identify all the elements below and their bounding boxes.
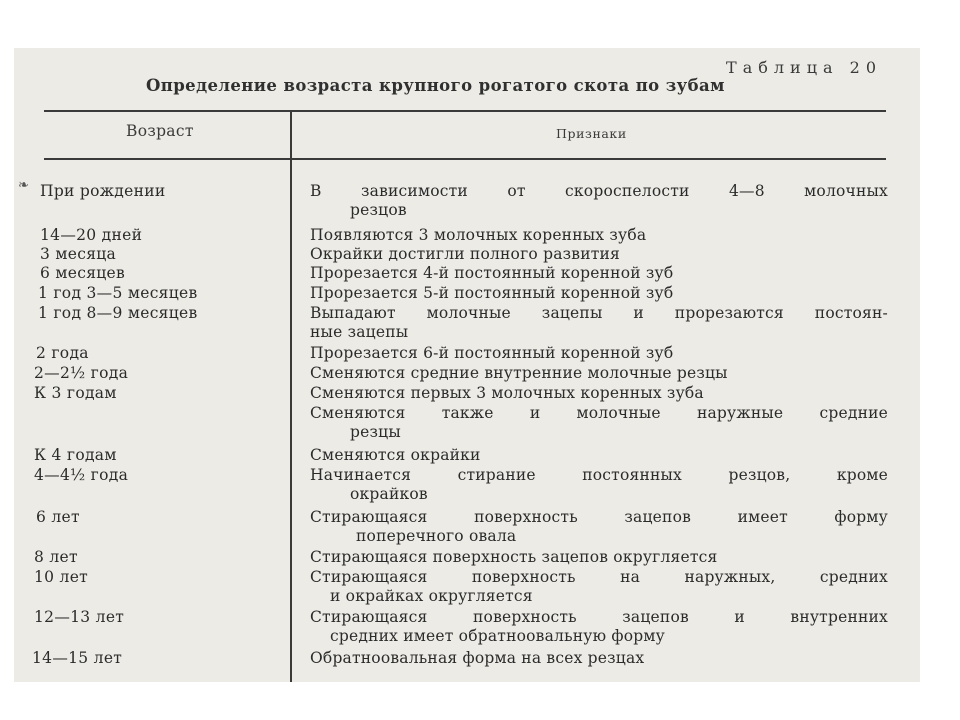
row-age: 6 лет bbox=[36, 508, 80, 526]
sign-line: резцов bbox=[350, 201, 407, 219]
row-sign bbox=[310, 568, 888, 606]
sign-line: Появляются 3 молочных коренных зуба bbox=[310, 226, 647, 244]
row-sign bbox=[310, 446, 888, 465]
row-age: 10 лет bbox=[34, 568, 89, 586]
sign-line: Сменяются также и молочные наружные средние bbox=[310, 404, 888, 422]
margin-mark-icon: ❧ bbox=[18, 178, 29, 193]
sign-line: Прорезается 6-й постоянный коренной зуб bbox=[310, 344, 674, 362]
row-age: При рождении bbox=[40, 182, 166, 200]
sign-line: окрайков bbox=[350, 485, 428, 503]
sign-line: Стирающаяся поверхность зацепов имеет форму bbox=[310, 508, 888, 526]
sign-line: поперечного овала bbox=[356, 527, 517, 545]
row-age: 3 месяца bbox=[40, 245, 117, 263]
sign-line: Сменяются первых 3 молочных коренных зуба bbox=[310, 384, 704, 402]
sign-line: В зависимости от скороспелости 4—8 молочных bbox=[310, 182, 888, 200]
sign-line: Стирающаяся поверхность зацепов округляется bbox=[310, 548, 718, 566]
table-body bbox=[14, 48, 920, 682]
row-age: 2 года bbox=[36, 344, 89, 362]
sign-line: Сменяются окрайки bbox=[310, 446, 481, 464]
row-sign bbox=[310, 284, 888, 303]
row-sign bbox=[310, 508, 888, 546]
row-age: К 4 годам bbox=[34, 446, 117, 464]
row-age: 4—4½ года bbox=[34, 466, 129, 484]
row-sign bbox=[310, 245, 888, 264]
row-age: 1 год 8—9 месяцев bbox=[38, 304, 198, 322]
row-sign bbox=[310, 466, 888, 504]
sign-line: Обратноовальная форма на всех резцах bbox=[310, 649, 645, 667]
table-caption: Определение возраста крупного рогатого скота по зубам bbox=[146, 76, 725, 95]
sign-line: средних имеет обратноовальную форму bbox=[330, 627, 665, 645]
row-sign bbox=[310, 344, 888, 363]
column-header-signs: Признаки bbox=[556, 126, 627, 141]
row-age: 12—13 лет bbox=[34, 608, 125, 626]
row-age: 1 год 3—5 месяцев bbox=[38, 284, 198, 302]
row-sign bbox=[310, 404, 888, 442]
sign-line: Сменяются средние внутренние молочные резцы bbox=[310, 364, 728, 382]
row-age: 14—20 дней bbox=[40, 226, 143, 244]
scanned-page bbox=[14, 48, 920, 682]
row-sign bbox=[310, 548, 888, 567]
row-age: 6 месяцев bbox=[40, 264, 126, 282]
row-sign bbox=[310, 649, 888, 668]
column-header-age: Возраст bbox=[126, 122, 194, 140]
row-age: К 3 годам bbox=[34, 384, 117, 402]
row-sign bbox=[310, 304, 888, 342]
row-sign bbox=[310, 264, 888, 283]
sign-line: Окрайки достигли полного развития bbox=[310, 245, 621, 263]
row-age: 2—2½ года bbox=[34, 364, 129, 382]
sign-line: Стирающаяся поверхность зацепов и внутренних bbox=[310, 608, 888, 626]
row-sign bbox=[310, 384, 888, 403]
row-sign bbox=[310, 364, 888, 383]
row-age: 8 лет bbox=[34, 548, 78, 566]
sign-line: Выпадают молочные зацепы и прорезаются постоян- bbox=[310, 304, 888, 322]
sign-line: Стирающаяся поверхность на наружных, средних bbox=[310, 568, 888, 586]
row-sign bbox=[310, 226, 888, 245]
sign-line: Начинается стирание постоянных резцов, кроме bbox=[310, 466, 888, 484]
sign-line: Прорезается 4-й постоянный коренной зуб bbox=[310, 264, 674, 282]
sign-line: резцы bbox=[350, 423, 401, 441]
sign-line: ные зацепы bbox=[310, 323, 409, 341]
row-age: 14—15 лет bbox=[32, 649, 123, 667]
row-sign bbox=[310, 182, 888, 220]
table-number: Таблица 20 bbox=[726, 58, 882, 77]
sign-line: и окрайках округляется bbox=[330, 587, 533, 605]
sign-line: Прорезается 5-й постоянный коренной зуб bbox=[310, 284, 674, 302]
row-sign bbox=[310, 608, 888, 646]
